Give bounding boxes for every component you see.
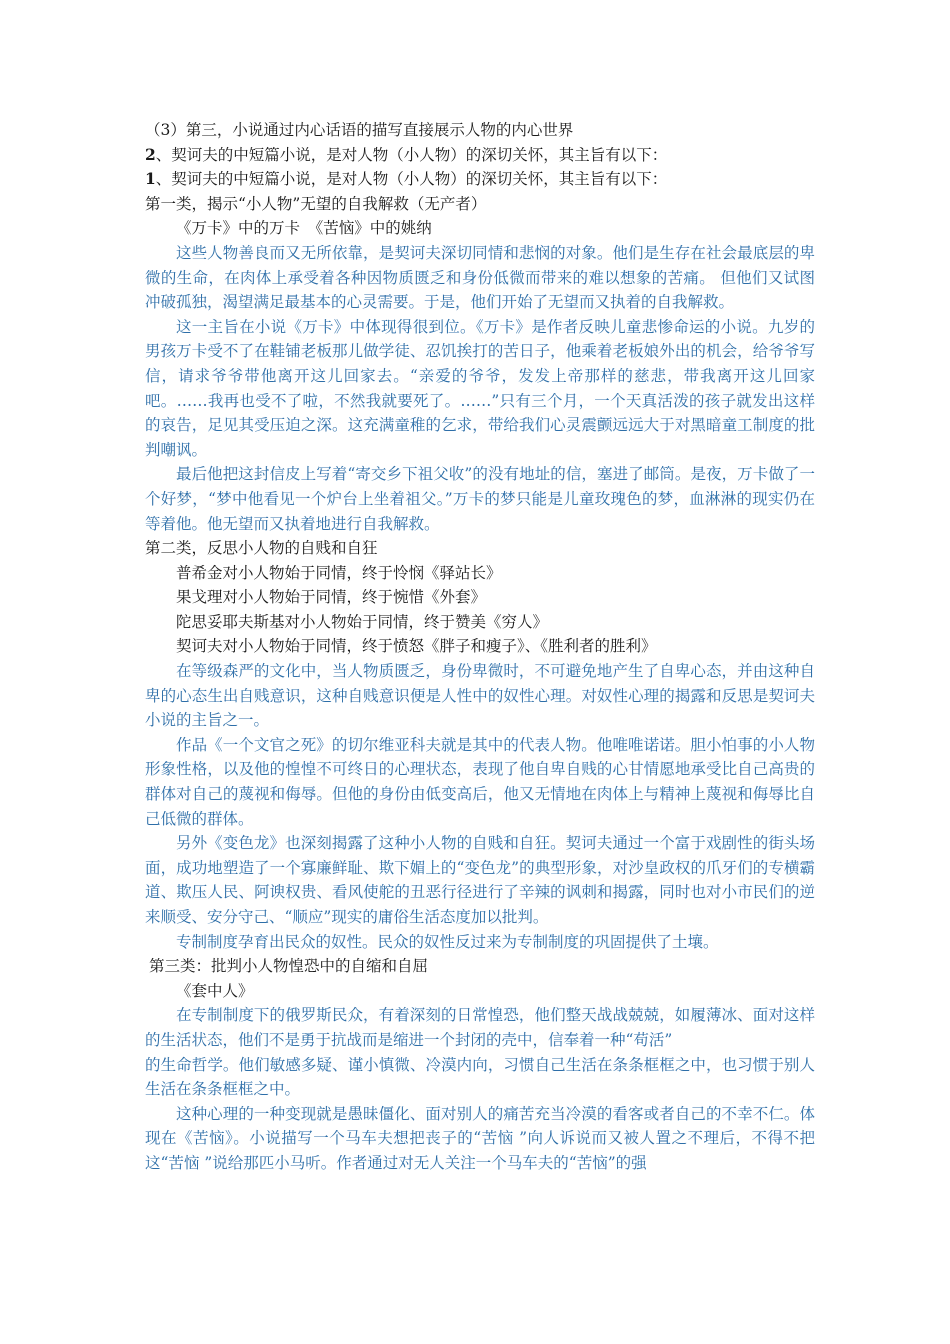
paragraph-8-part-1: 在专制制度下的俄罗斯民众，有着深刻的日常惶恐，他们整天战战兢兢，如履薄冰、面对这样的生活状态，他们不是勇于抗战而是缩进一个封闭的壳中，信奉着一种“苟活” <box>145 1006 815 1049</box>
category-2-item-chekhov: 契诃夫对小人物始于同情，终于愤怒《胖子和瘦子》、《胜利者的胜利》 <box>176 637 657 656</box>
paragraph-8-part-2: 的生命哲学。他们敏感多疑、谨小慎微、冷漠内向，习惯自己生活在条条框框之中，也习惯于别人生活在条条框框之中。 <box>145 1055 815 1099</box>
category-3-heading: 第三类：批判小人物惶恐中的自缩和自屈 <box>149 957 429 976</box>
category-2-item-pushkin: 普希金对小人物始于同情，终于怜悯《驿站长》 <box>176 563 502 582</box>
paragraph-2: 这一主旨在小说《万卡》中体现得很到位。《万卡》是作者反映儿童悲惨命运的小说。九岁的男孩万卡受不了在鞋铺老板那儿做学徒、忍饥挨打的苦日子，他乘着老板娘外出的机会，给爷爷写信，请求爷爷带他离开这儿回家去。“亲爱的爷爷，发发上帝那样的慈悲，带我离开这儿回家吧。……我再也受不了啦，不然我就要死了。……”只有三个月，一个天真活泼的孩子就发出这样的哀告，足见其受压迫之深。这充满童稚的乞求，带给我们心灵震颤远远大于对黑暗童工制度的批判嘲讽。 <box>145 317 815 459</box>
paragraph-9: 这种心理的一种变现就是愚昧僵化、面对别人的痛苦充当冷漠的看客或者自己的不幸不仁。体现在《苦恼》。小说描写一个马车夫想把丧子的“苦恼 ”向人诉说而又被人置之不理后，不得不把这“苦恼 ”说给那匹小马听。作者通过对无人关注一个马车夫的“苦恼”的强 <box>145 1104 815 1172</box>
heading-1-number: 1 <box>145 169 156 189</box>
category-1-works: 《万卡》中的万卡 《苦恼》中的姚纳 <box>176 219 432 238</box>
paragraph-5: 作品《一个文官之死》的切尔维亚科夫就是其中的代表人物。他唯唯诺诺。胆小怕事的小人物形象性格，以及他的惶惶不可终日的心理状态，表现了他自卑自贱的心甘情愿地承受比自己高贵的群体对自己的蔑视和侮辱。但他的身份由低变高后，他又无情地在肉体上与精神上蔑视和侮辱比自己低微的群体。 <box>145 735 815 828</box>
heading-1-text: 、契诃夫的中短篇小说，是对人物（小人物）的深切关怀，其主旨有以下： <box>155 170 668 189</box>
heading-2-number: 2 <box>145 144 156 164</box>
paragraph-7: 专制制度孕育出民众的奴性。民众的奴性反过来为专制制度的巩固提供了土壤。 <box>176 932 719 951</box>
paragraph-6: 另外《变色龙》也深刻揭露了这种小人物的自贱和自狂。契诃夫通过一个富于戏剧性的街头场面，成功地塑造了一个寡廉鲜耻、欺下媚上的“变色龙”的典型形象，对沙皇政权的爪牙们的专横霸道、欺压人民、阿谀权贵、看风使舵的丑恶行径进行了辛辣的讽刺和揭露，同时也对小市民们的逆来顺受、安分守己、“顺应”现实的庸俗生活态度加以批判。 <box>145 834 815 926</box>
paragraph-1: 这些人物善良而又无所依靠，是契诃夫深切同情和悲悯的对象。他们是生存在社会最底层的卑微的生命，在肉体上承受着各种因物质匮乏和身份低微而带来的难以想象的苦痛。 但他们又试图冲破孤独，渴望满足最基本的心灵需要。于是，他们开始了无望而又执着的自我解救。 <box>145 243 815 312</box>
document-page <box>145 118 815 1176</box>
category-2-item-gogol: 果戈理对小人物始于同情，终于惋惜《外套》 <box>176 588 487 607</box>
heading-2 <box>145 143 815 168</box>
category-2-heading: 第二类，反思小人物的自贱和自狂 <box>145 539 378 558</box>
category-2-item-dostoevsky: 陀思妥耶夫斯基对小人物始于同情，终于赞美《穷人》 <box>176 612 549 631</box>
paragraph-4: 在等级森严的文化中，当人物质匮乏，身份卑微时，不可避免地产生了自卑心态，并由这种自卑的心态生出自贱意识，这种自贱意识便是人性中的奴性心理。对奴性心理的揭露和反思是契诃夫小说的主旨之一。 <box>145 662 815 730</box>
section-heading-3: （3）第三，小说通过内心话语的描写直接展示人物的内心世界 <box>145 121 574 139</box>
category-3-work: 《套中人》 <box>176 981 254 1000</box>
category-1-heading: 第一类，揭示“小人物”无望的自我解救（无产者） <box>145 194 487 213</box>
paragraph-3: 最后他把这封信皮上写着“寄交乡下祖父收”的没有地址的信，塞进了邮筒。是夜，万卡做了一个好梦，“梦中他看见一个炉台上坐着祖父。”万卡的梦只能是儿童玫瑰色的梦，血淋淋的现实仍在等着他。他无望而又执着地进行自我解救。 <box>145 465 815 533</box>
heading-2-text: 、契诃夫的中短篇小说，是对人物（小人物）的深切关怀，其主旨有以下： <box>155 145 668 164</box>
heading-1 <box>145 167 815 192</box>
